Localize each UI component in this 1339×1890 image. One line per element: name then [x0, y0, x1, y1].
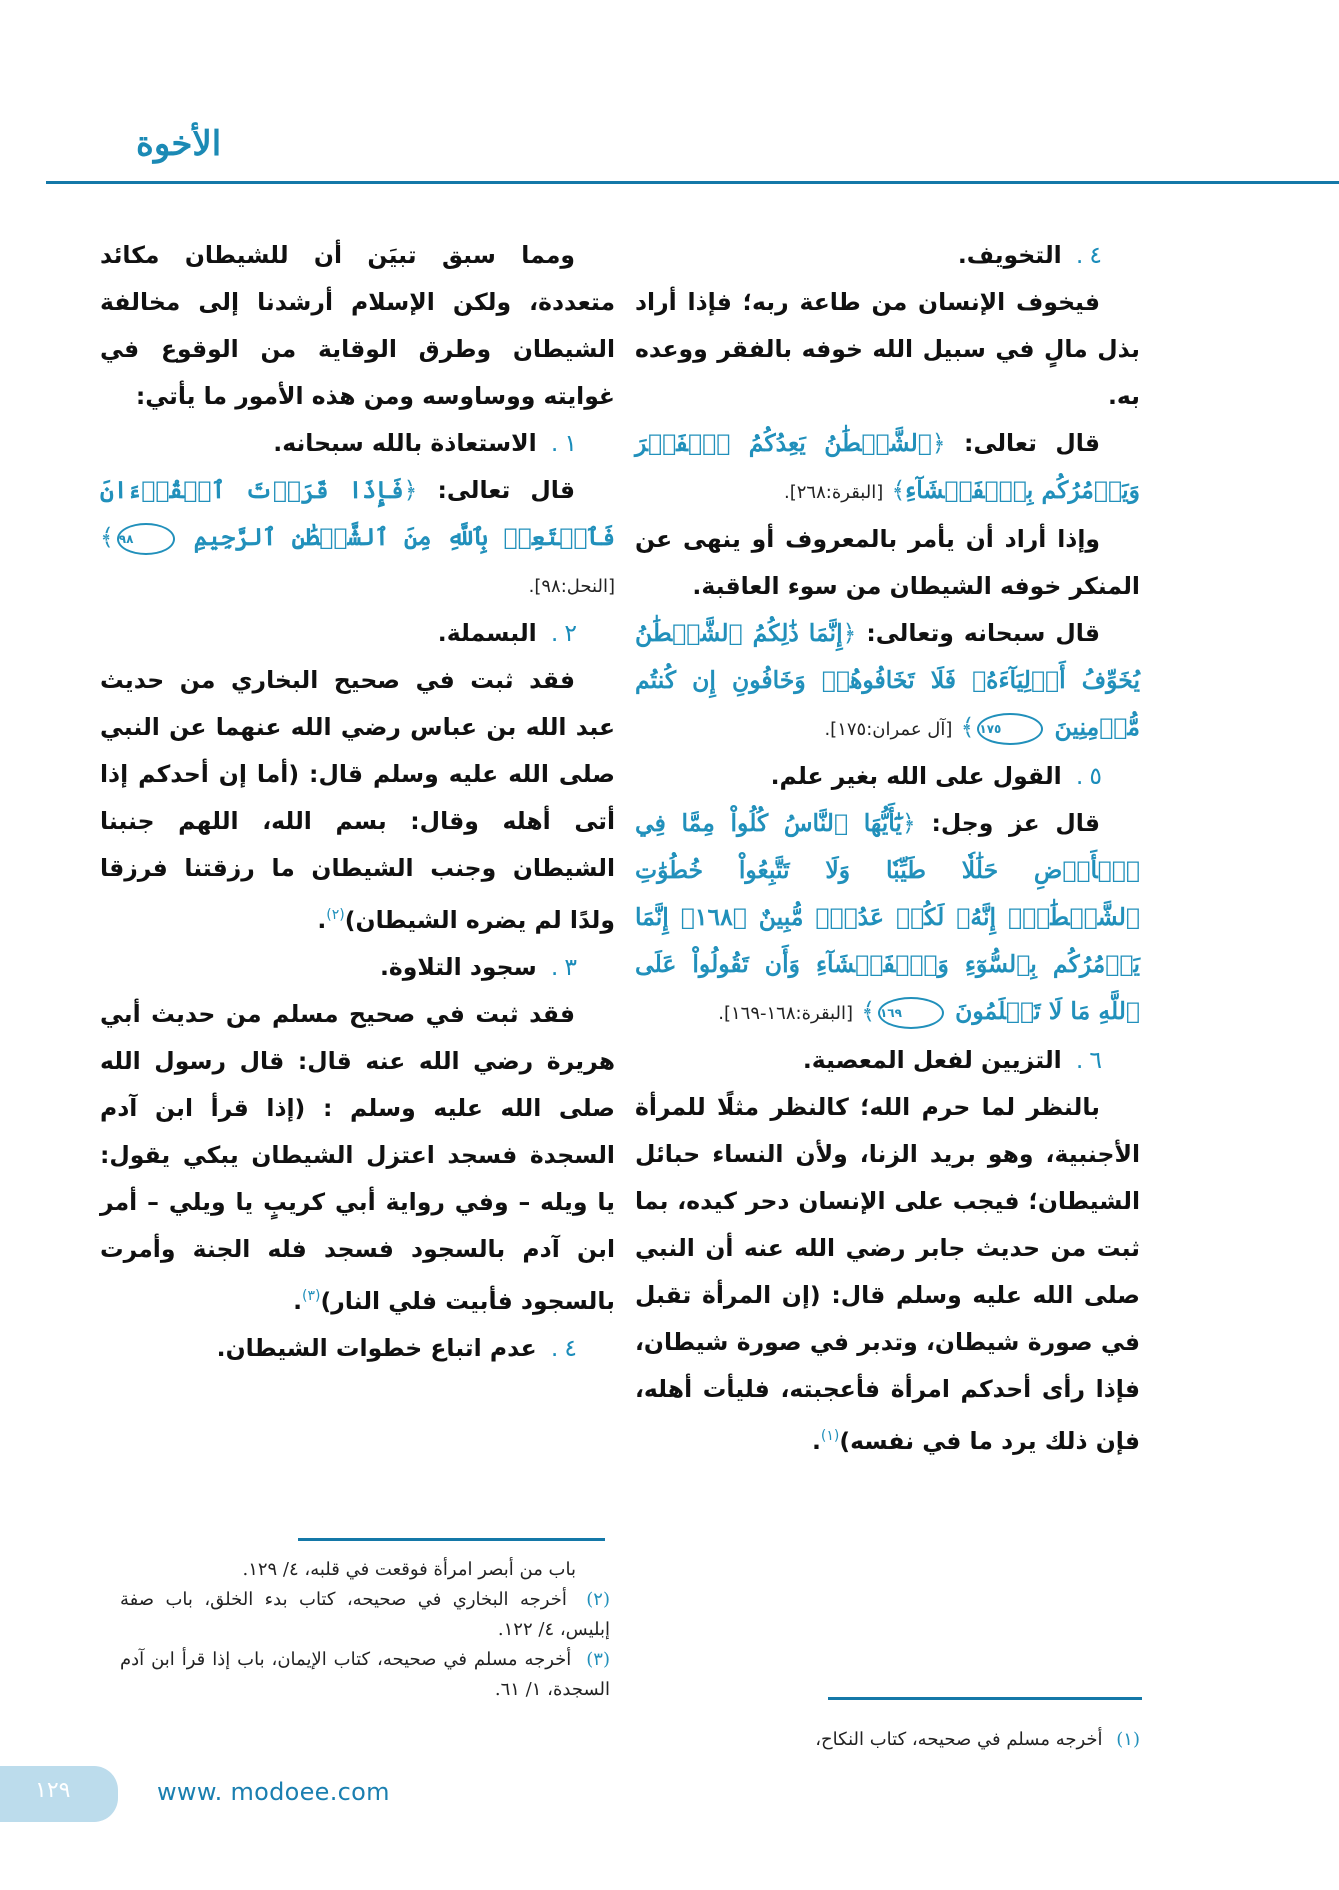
footnote-number: (١) — [1116, 1729, 1140, 1750]
website-link[interactable]: www. modoee.com — [157, 1778, 390, 1806]
left-column — [100, 232, 615, 1372]
quran-quote — [100, 467, 615, 610]
heading-text: البسملة. — [437, 619, 537, 647]
heading-number: ١ — [564, 429, 577, 457]
heading-text: الاستعاذة بالله سبحانه. — [273, 429, 537, 457]
verse-reference: [البقرة:١٦٨-١٦٩]. — [718, 1003, 853, 1024]
quran-quote — [635, 420, 1140, 516]
quote-intro: قال سبحانه وتعالى: — [866, 619, 1100, 647]
footnotes-left — [120, 1555, 610, 1705]
section-heading — [100, 420, 615, 467]
footnote-ref-link[interactable]: (٢) — [326, 907, 345, 923]
paragraph: ومما سبق تبيَن أن للشيطان مكائد متعددة، ولكن الإسلام أرشدنا إلى مخالفة الشيطان وطرق الوقاية من الوقوع في غوايته ووساوسه ومن هذه الأمور ما يأتي: — [100, 241, 615, 410]
paragraph-text: فقد ثبت في صحيح مسلم من حديث أبي هريرة رضي الله عنه قال: قال رسول الله صلى الله عليه وسلم : (إذا قرأ ابن آدم السجدة فسجد اعتزل الشيطان يبكي يقول: يا ويله – وفي رواية أبي كريبٍ يا ويلي – أمر ابن آدم بالسجود فسجد فله الجنة وأمرت بالسجود فأبيت فلي النار) — [100, 999, 615, 1315]
quote-intro: قال عز وجل: — [931, 809, 1100, 837]
quran-verse: إِنَّمَا ذَٰلِكُمُ ٱلشَّيۡطَٰنُ يُخَوِّفُ أَوۡلِيَآءَهُۥ فَلَا تَخَافُوهُمۡ وَخَافُونِ إِن كُنتُم مُّؤۡمِنِينَ — [635, 619, 1140, 741]
ornate-bracket-open-icon: ﴿ — [901, 809, 916, 837]
heading-number: ٢ — [564, 619, 577, 647]
paragraph: فقد ثبت في صحيح مسلم من حديث أبي هريرة رضي الله عنه قال: قال رسول الله صلى الله عليه وسلم : (إذا قرأ ابن آدم السجدة فسجد اعتزل الشيطان يبكي يقول: يا ويله – وفي رواية أبي كريبٍ يا ويلي – أمر ابن آدم بالسجود فسجد فله الجنة وأمرت بالسجود فأبيت فلي النار)$^{(٣)}$. — [100, 999, 615, 1315]
heading-dot: . — [550, 619, 559, 647]
verse-reference: [النحل:٩٨]. — [528, 576, 615, 597]
heading-number: ٤ — [1089, 241, 1102, 269]
quran-verse: يَٰٓأَيُّهَا ٱلنَّاسُ كُلُواْ مِمَّا فِي ٱلۡأَرۡضِ حَلَٰلٗا طَيِّبٗا وَلَا تَتَّبِعُواْ خُطُوَٰتِ ٱلشَّيۡطَٰنِۚ إِنَّهُۥ لَكُمۡ عَدُوّٞ مُّبِينٌ ﴿١٦٨﴾ إِنَّمَا يَأۡمُرُكُم بِٱلسُّوٓءِ وَٱلۡفَحۡشَآءِ وَأَن تَقُولُواْ عَلَى ٱللَّهِ مَا لَا تَعۡلَمُونَ — [635, 809, 1140, 1025]
page-number: ١٢٩ — [35, 1778, 71, 1803]
heading-dot: . — [550, 1333, 559, 1362]
heading-dot: . — [550, 952, 559, 981]
quran-verse: ٱلشَّيۡطَٰنُ يَعِدُكُمُ ٱلۡفَقۡرَ وَيَأۡمُرُكُم بِٱلۡفَحۡشَآءِ — [635, 429, 1140, 504]
section-heading — [635, 1037, 1140, 1084]
heading-number: ٦ — [1089, 1046, 1102, 1074]
footnote-divider — [828, 1697, 1142, 1700]
running-header-title: الأخوة — [136, 124, 222, 164]
ayah-number-medallion: ١٧٥ — [977, 713, 1043, 745]
ornate-bracket-close-icon: ﴾ — [861, 997, 875, 1025]
heading-dot: . — [1075, 241, 1084, 269]
header-divider — [46, 181, 1339, 184]
ayah-number-medallion: ٩٨ — [117, 523, 176, 555]
ornate-bracket-open-icon: ﴿ — [403, 476, 418, 504]
footnote-divider — [298, 1538, 605, 1541]
ornate-bracket-open-icon: ﴿ — [842, 619, 857, 647]
heading-text: القول على الله بغير علم. — [770, 762, 1062, 790]
heading-number: ٥ — [1089, 762, 1102, 790]
paragraph: بالنظر لما حرم الله؛ كالنظر مثلًا للمرأة الأجنبية، وهو بريد الزنا، ولأن النساء حبائل الشيطان؛ فيجب على الإنسان دحر كيده، بما ثبت من حديث جابر رضي الله عنه أن النبي صلى الله عليه وسلم قال: (إن المرأة تقبل في صورة شيطان، وتدبر في صورة شيطان، فإذا رأى أحدكم امرأة فأعجبته، فليأت أهله، فإن ذلك يرد ما في نفسه)$^{(١)}$. — [635, 1093, 1140, 1455]
heading-text: عدم اتباع خطوات الشيطان. — [216, 1333, 537, 1362]
paragraph-text: فقد ثبت في صحيح البخاري من حديث عبد الله بن عباس رضي الله عنهما عن النبي صلى الله عليه وسلم قال: (أما إن أحدكم إذا أتى أهله وقال: بسم الله، اللهم جنبنا الشيطان وجنب الشيطان ما رزقتنا فرزقا ولدًا لم يضره الشيطان) — [100, 666, 615, 934]
heading-dot: . — [550, 429, 559, 457]
section-heading — [635, 753, 1140, 800]
heading-text: التخويف. — [957, 241, 1062, 269]
footnote-text: أخرجه البخاري في صحيحه، كتاب بدء الخلق، باب صفة إبليس، ٤/ ١٢٢. — [120, 1589, 610, 1640]
footnote — [635, 1725, 1140, 1755]
section-heading — [635, 232, 1140, 279]
paragraph: فيخوف الإنسان من طاعة ربه؛ فإذا أراد بذل مالٍ في سبيل الله خوفه بالفقر ووعده به. — [635, 288, 1140, 410]
ayah-number-medallion: ١٦٩ — [878, 997, 944, 1029]
footnote-text: باب من أبصر امرأة فوقعت في قلبه، ٤/ ١٢٩. — [242, 1559, 576, 1580]
ornate-bracket-close-icon: ﴾ — [960, 713, 975, 741]
paragraph: وإذا أراد أن يأمر بالمعروف أو ينهى عن المنكر خوفه الشيطان من سوء العاقبة. — [635, 525, 1140, 600]
heading-dot: . — [1075, 762, 1084, 790]
footnote — [120, 1585, 610, 1645]
section-heading — [100, 944, 615, 991]
heading-text: التزيين لفعل المعصية. — [802, 1046, 1062, 1074]
footnote-ref-link[interactable]: (١) — [820, 1428, 840, 1444]
footnotes-right — [635, 1725, 1140, 1755]
heading-number: ٣ — [564, 952, 577, 981]
footnote-text: أخرجه مسلم في صحيحه، كتاب الإيمان، باب إذا قرأ ابن آدم السجدة، ١/ ٦١. — [120, 1649, 610, 1700]
ornate-bracket-close-icon: ﴾ — [891, 476, 906, 504]
footnote — [120, 1645, 610, 1705]
footnote-number: (٢) — [586, 1589, 610, 1610]
ornate-bracket-close-icon: ﴾ — [100, 523, 114, 551]
paragraph-text: بالنظر لما حرم الله؛ كالنظر مثلًا للمرأة الأجنبية، وهو بريد الزنا، ولأن النساء حبائل الشيطان؛ فيجب على الإنسان دحر كيده، بما ثبت من حديث جابر رضي الله عنه أن النبي صلى الله عليه وسلم قال: (إن المرأة تقبل في صورة شيطان، وتدبر في صورة شيطان، فإذا رأى أحدكم امرأة فأعجبته، فليأت أهله، فإن ذلك يرد ما في نفسه) — [635, 1093, 1140, 1455]
heading-number: ٤ — [564, 1333, 577, 1362]
right-column — [635, 232, 1140, 1465]
footnote-ref-link[interactable]: (٣) — [302, 1287, 321, 1304]
verse-reference: [البقرة:٢٦٨]. — [784, 482, 884, 503]
footnote-continuation — [120, 1555, 610, 1585]
quran-quote — [635, 800, 1140, 1037]
paragraph: فقد ثبت في صحيح البخاري من حديث عبد الله بن عباس رضي الله عنهما عن النبي صلى الله عليه وسلم قال: (أما إن أحدكم إذا أتى أهله وقال: بسم الله، اللهم جنبنا الشيطان وجنب الشيطان ما رزقتنا فرزقا ولدًا لم يضره الشيطان)$^{(٢)}$. — [100, 666, 615, 934]
verse-reference: [آل عمران:١٧٥]. — [824, 719, 953, 740]
quran-verse: فَإِذَا قَرَأۡتَ ٱلۡقُرۡءَانَ فَٱسۡتَعِذۡ بِٱللَّهِ مِنَ ٱلشَّيۡطَٰنِ ٱلرَّجِيمِ — [100, 476, 615, 551]
footnote-number: (٣) — [586, 1649, 610, 1670]
footnote-text: أخرجه مسلم في صحيحه، كتاب النكاح، — [815, 1729, 1103, 1750]
ornate-bracket-open-icon: ﴿ — [931, 429, 946, 457]
heading-dot: . — [1075, 1046, 1084, 1074]
quote-intro: قال تعالى: — [437, 476, 575, 504]
section-heading — [100, 610, 615, 657]
section-heading — [100, 1325, 615, 1372]
quote-intro: قال تعالى: — [964, 429, 1100, 457]
quran-quote — [635, 610, 1140, 753]
heading-text: سجود التلاوة. — [379, 952, 537, 981]
